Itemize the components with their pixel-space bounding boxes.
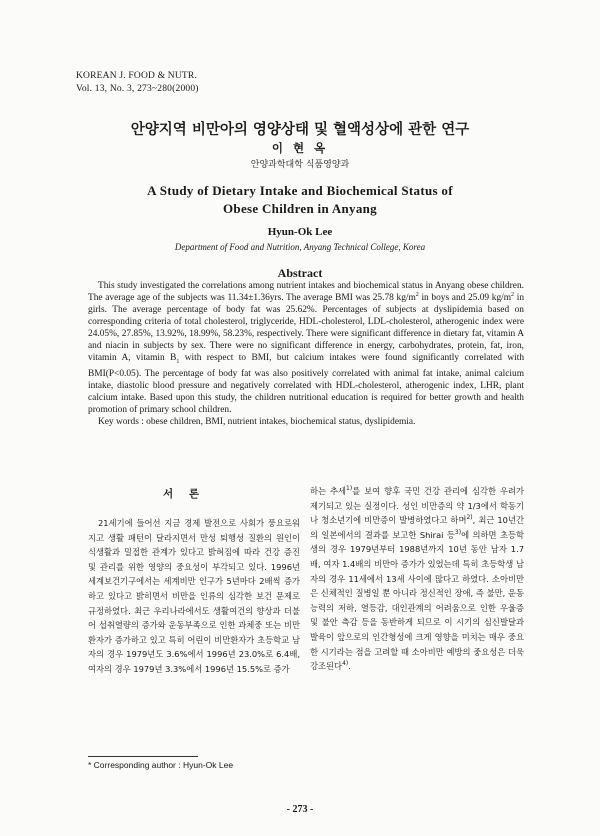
english-title-line2: Obese Children in Anyang xyxy=(223,201,377,216)
english-title-line1: A Study of Dietary Intake and Biochemical Status of xyxy=(147,183,453,198)
english-title xyxy=(0,182,600,218)
abstract-paragraph: This study investigated the correlations among nutrient intakes and biochemical status in Anyang obese children. The average age of the subjects was 11.34±1.36yrs. The average BMI was 25.78 $kg/m^2$ in boys and 25.09 $kg/m^2$ in girls. The average percentage of body fat was 25.62%. Percentages of subjects at dyslipidemia based on corresponding criteria of total cholesterol, triglyceride, HDL-cholesterol, LDL-cholesterol, atherogenic index were 24.05%, 27.85%, 13.92%, 18.99%, 58.23%, respectively. There were significant difference in dietary fat, vitamin A and niacin in subjects by sex. There were no significant difference in energy, carbohydrates, protein, fat, iron, vitamin A, vitamin $B_1$ with respect to BMI, but calcium intakes were found significantly correlated with BMI(P<0.05). The percentage of body fat was also positively correlated with animal fat intake, animal calcium intake, diastolic blood pressure and negatively correlated with HDL-cholesterol, atherogenic index, LHR, plant calcium intake. Based upon this study, the children nutritional education is required for better growth and health promotion of primary school children. xyxy=(88,281,525,415)
korean-title: 안양지역 비만아의 영양상태 및 혈액성상에 관한 연구 xyxy=(130,122,470,138)
footnote-divider xyxy=(88,756,198,757)
intro-paragraph-left: 21세기에 들어선 지금 경제 발전으로 사회가 풍요로워지고 생활 패턴이 달라지면서 만성 퇴행성 질환의 원인이 식생활과 밀접한 관계가 있다고 밝혀짐에 따라 건강 증진 및 관리를 위한 영양의 중요성이 부각되고 있다. 1996년 세계보건기구에서는 세계비만 인구가 5년마다 2배씩 증가하고 있다고 밝히면서 비만을 인류의 심각한 보건 문제로 규정하였다. 최근 우리나라에서도 생활여건의 향상과 더불어 섭취열량의 증가와 운동부족으로 인한 과체중 또는 비만환자가 증가하고 있고 특히 어린이 비만환자가 초등학교 남자의 경우 1979년도 3.6%에서 1996년 23.0%로 6.4배, 여자의 경우 1979년 3.3%에서 1996년 15.5%로 증가 xyxy=(88,518,300,674)
left-column-text xyxy=(88,516,300,677)
korean-affiliation: 안양과학대학 식품영양과 xyxy=(250,160,350,170)
intro-paragraph-right: 하는 추세$^{1)}$를 보여 향후 국민 건강 관리에 심각한 우려가 제기되고 있는 실정이다. 성인 비만증의 약 1/3에서 학동기나 청소년기에 비만증이 발병하였다고 하며$^{2)}$, 최근 10년간의 일본에서의 결과를 보고한 Shirai 등$^{3)}$에 의하면 초등학생의 경우 1979년부터 1988년까지 10년 동안 남자 1.7배, 여자 1.4배의 비만아 증가가 있었는데 특히 초등학생 남자의 경우 11세에서 13세 사이에 많다고 하였다. 소아비만은 신체적인 질병일 뿐 아니라 정신적인 장애, 즉 불만, 운동능력의 저하, 열등감, 대인관계의 어려움으로 인한 우울증 및 불안 측감 등을 동반하게 되므로 이 시기의 심신발달과 발육이 앞으로의 인간형성에 크게 영향을 미치는 매우 중요한 시기라는 점을 고려할 때 소아비만 예방의 중요성은 더욱 강조된다$^{4)}$. xyxy=(310,485,524,672)
journal-name: KOREAN J. FOOD & NUTR. xyxy=(76,71,198,81)
english-author: Hyun-Ok Lee xyxy=(267,226,333,238)
footnote-corresponding-author: * Corresponding author : Hyun-Ok Lee xyxy=(88,760,234,770)
abstract-heading: Abstract xyxy=(277,266,323,280)
english-affiliation: Department of Food and Nutrition, Anyang Technical College, Korea xyxy=(174,242,426,252)
page-number: - 273 - xyxy=(286,804,314,815)
keywords: Key words : obese children, BMI, nutrient intakes, biochemical status, dyslipidemia. xyxy=(98,416,416,427)
journal-citation xyxy=(76,70,199,96)
korean-author: 이 현 옥 xyxy=(271,141,329,155)
journal-volume: Vol. 13, No. 3, 273~280(2000) xyxy=(76,84,199,94)
section-heading-introduction: 서 론 xyxy=(163,488,205,500)
right-column-text xyxy=(310,484,524,674)
abstract-body xyxy=(88,280,524,428)
